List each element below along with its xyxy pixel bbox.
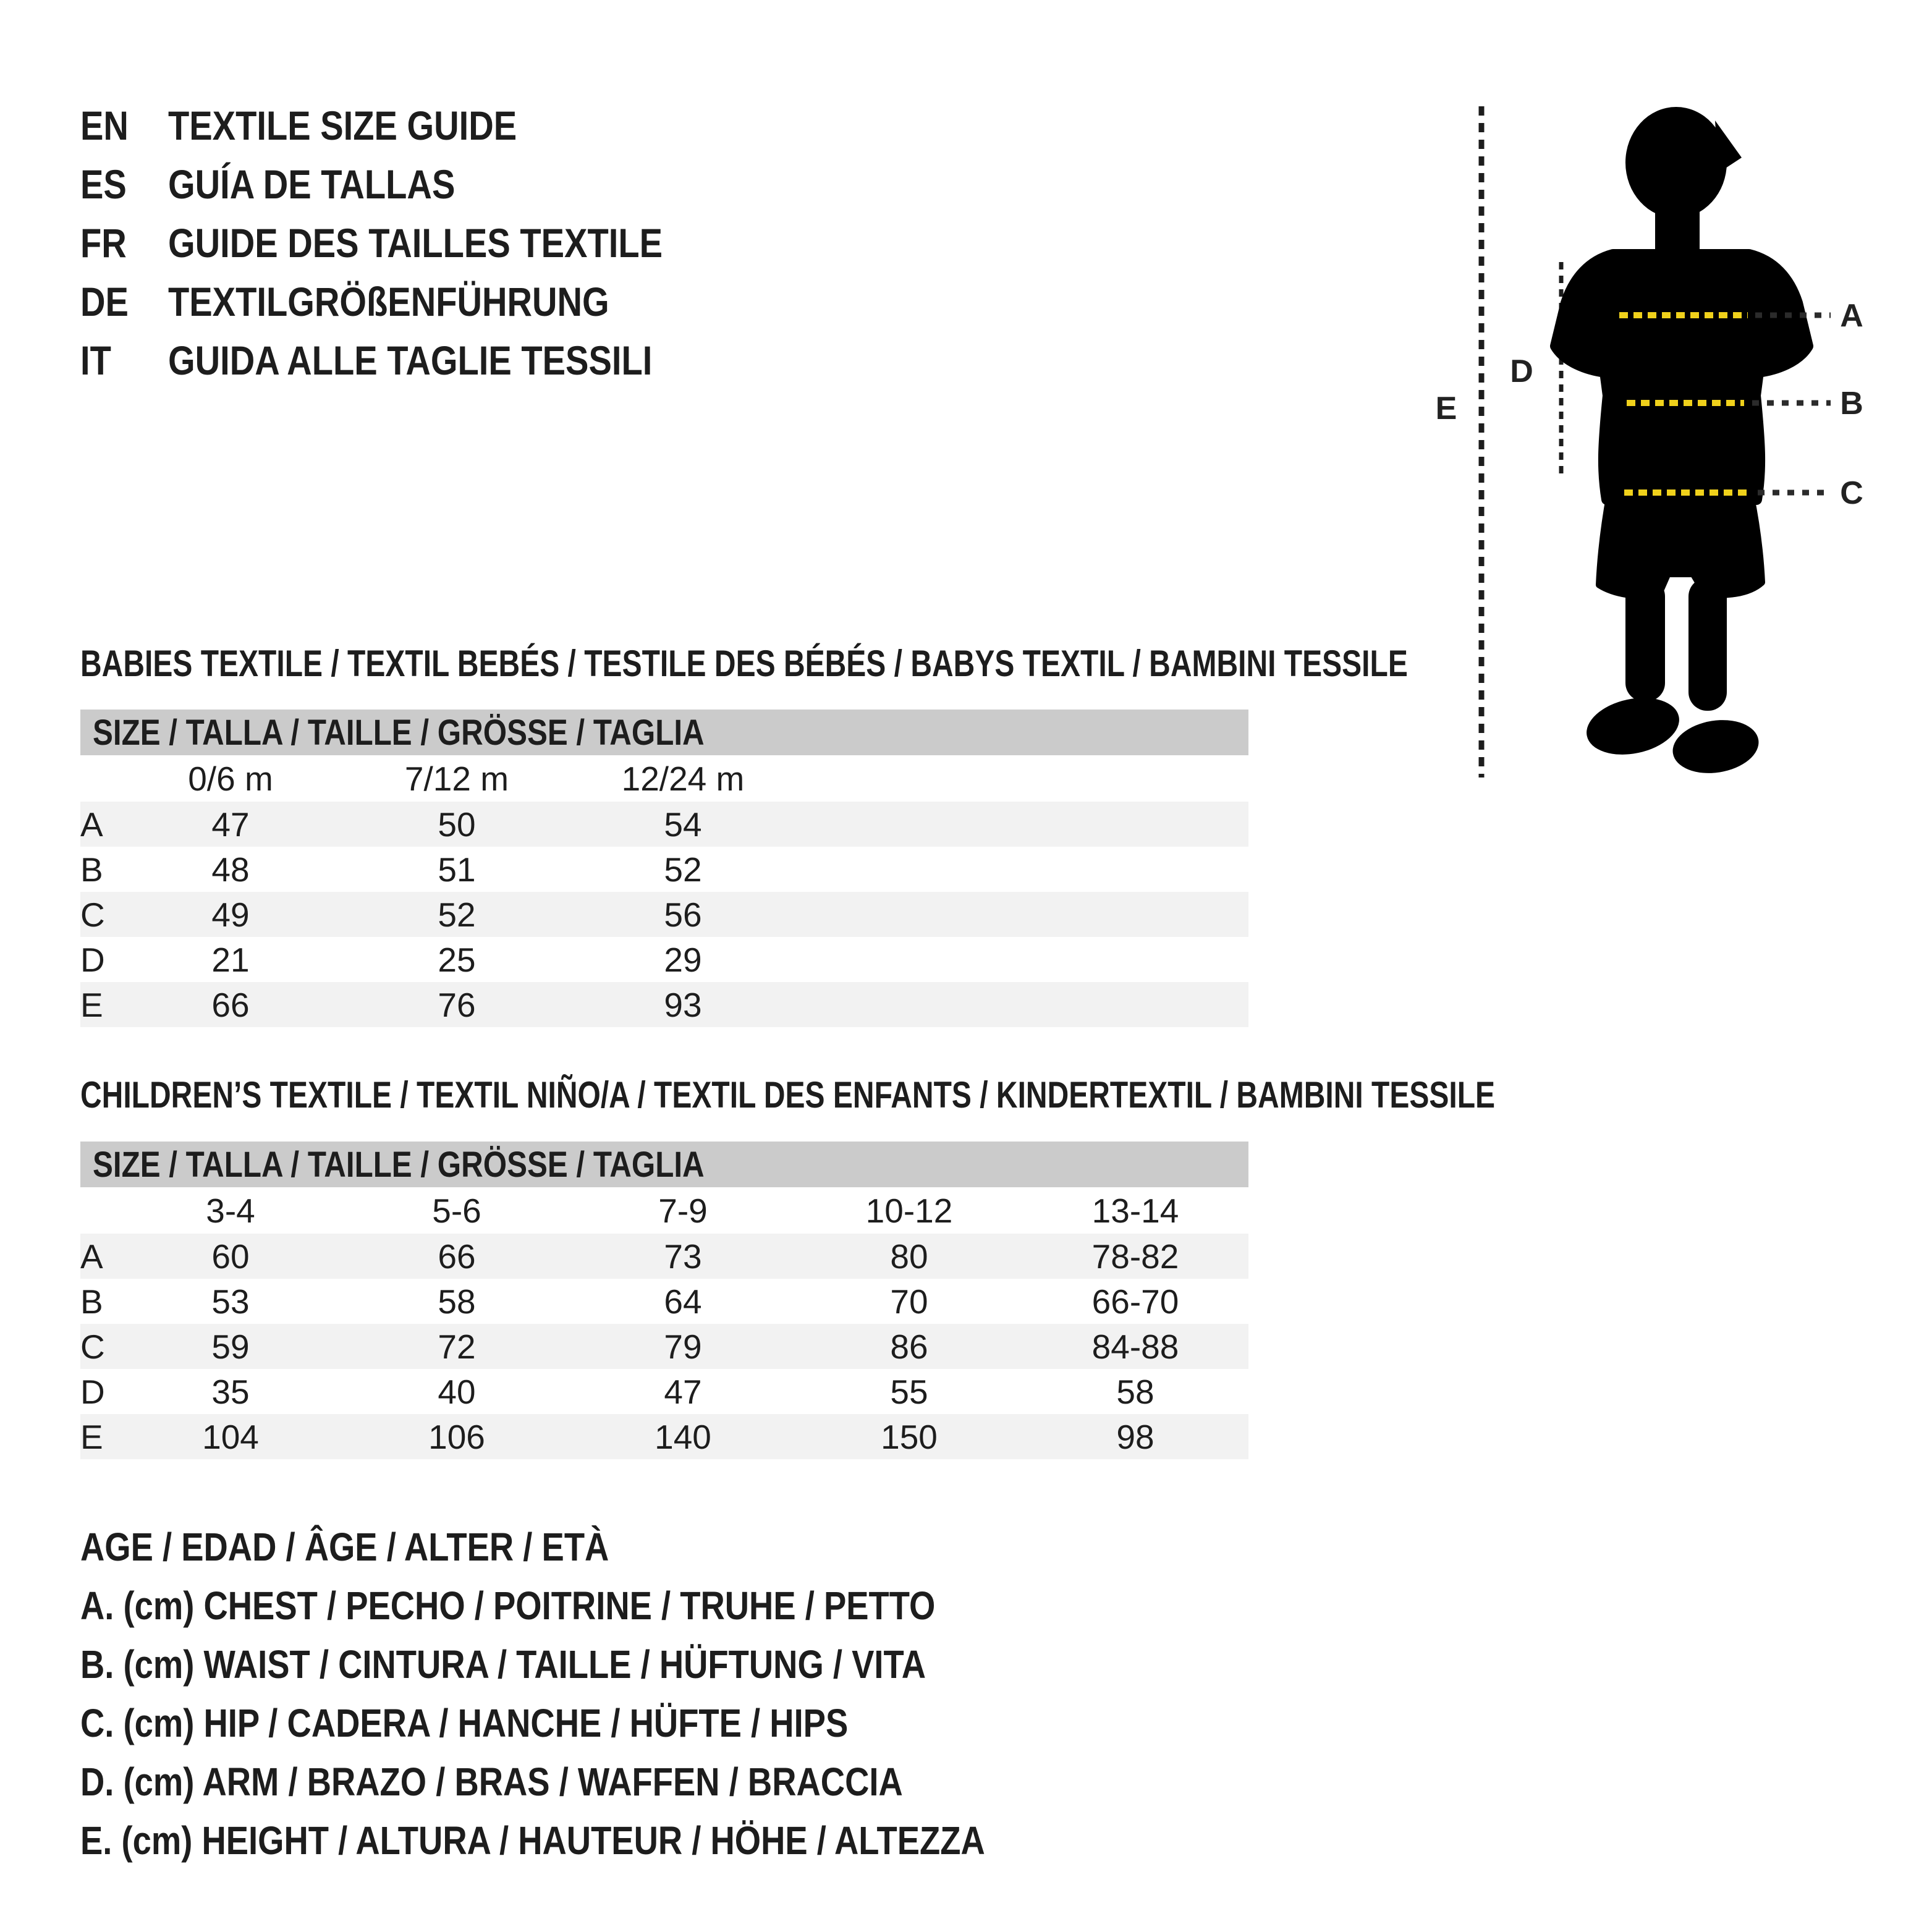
language-code: IT xyxy=(80,337,111,383)
table-cell: 58 xyxy=(438,1282,476,1321)
table-cell: 51 xyxy=(438,850,476,889)
table-row xyxy=(80,1324,1248,1369)
babies-section-title: BABIES TEXTILE / TEXTIL BEBÉS / TESTILE DES BÉBÉS / BABYS TEXTIL / BAMBINI TESSILE xyxy=(80,642,1408,684)
arm-label-d: D xyxy=(1510,354,1533,389)
table-cell: 93 xyxy=(664,985,702,1024)
table-cell: 80 xyxy=(890,1237,928,1276)
table-cell: 49 xyxy=(211,895,250,934)
legend-line-height: E. (cm) HEIGHT / ALTURA / HAUTEUR / HÖHE / ALTEZZA xyxy=(80,1818,985,1863)
row-label: D xyxy=(80,1372,105,1411)
legend-line-waist: B. (cm) WAIST / CINTURA / TAILLE / HÜFTUNG / VITA xyxy=(80,1642,926,1687)
table-cell: 60 xyxy=(211,1237,250,1276)
row-label: E xyxy=(80,1417,103,1456)
table-cell: 76 xyxy=(438,985,476,1024)
table-cell: 52 xyxy=(438,895,476,934)
table-cell: 56 xyxy=(664,895,702,934)
table-cell: 104 xyxy=(202,1417,259,1456)
children-column-header-row xyxy=(80,1187,1248,1234)
table-cell: 47 xyxy=(664,1372,702,1411)
table-row xyxy=(80,937,1248,982)
table-cell: 72 xyxy=(438,1327,476,1366)
language-title-block xyxy=(80,96,750,389)
table-cell: 47 xyxy=(211,805,250,844)
row-label: A xyxy=(80,805,103,844)
silhouette-left-shoe xyxy=(1582,690,1685,763)
silhouette-right-shoe xyxy=(1669,714,1762,779)
row-label: B xyxy=(80,850,103,889)
column-header: 7/12 m xyxy=(404,759,509,798)
table-cell: 50 xyxy=(438,805,476,844)
language-code: EN xyxy=(80,102,129,148)
waist-label-b: B xyxy=(1840,386,1863,422)
column-header: 12/24 m xyxy=(621,759,745,798)
language-row-es xyxy=(80,155,750,213)
table-cell: 106 xyxy=(428,1417,485,1456)
table-cell: 86 xyxy=(890,1327,928,1366)
language-row-de xyxy=(80,272,750,331)
table-cell: 79 xyxy=(664,1327,702,1366)
children-section-title: CHILDREN’S TEXTILE / TEXTIL NIÑO/A / TEXTIL DES ENFANTS / KINDERTEXTIL / BAMBINI TESSILE xyxy=(80,1074,1496,1116)
silhouette-shirt xyxy=(1556,255,1808,499)
legend-line-age: AGE / EDAD / ÂGE / ALTER / ETÀ xyxy=(80,1524,609,1569)
children-size-header-bar: SIZE / TALLA / TAILLE / GRÖSSE / TAGLIA xyxy=(80,1142,1248,1187)
table-cell: 73 xyxy=(664,1237,702,1276)
table-cell: 40 xyxy=(438,1372,476,1411)
measurement-legend xyxy=(80,1517,1145,1870)
silhouette-hair xyxy=(1715,121,1742,173)
legend-line-hip: C. (cm) HIP / CADERA / HANCHE / HÜFTE / HIPS xyxy=(80,1700,849,1745)
table-cell: 35 xyxy=(211,1372,250,1411)
table-row xyxy=(80,1414,1248,1459)
table-row xyxy=(80,1234,1248,1279)
table-cell: 25 xyxy=(438,940,476,979)
chest-label-a: A xyxy=(1840,298,1863,334)
language-title: TEXTILE SIZE GUIDE xyxy=(168,102,517,148)
table-cell: 53 xyxy=(211,1282,250,1321)
table-cell: 84-88 xyxy=(1091,1327,1179,1366)
height-label-e: E xyxy=(1435,391,1457,426)
language-title: GUIDE DES TAILLES TEXTILE xyxy=(168,219,663,266)
silhouette-shorts xyxy=(1599,494,1761,595)
column-header: 7-9 xyxy=(658,1191,708,1230)
column-header: 10-12 xyxy=(865,1191,953,1230)
table-row xyxy=(80,847,1248,892)
children-size-table xyxy=(80,1142,1248,1459)
language-title: GUIDA ALLE TAGLIE TESSILI xyxy=(168,337,653,383)
row-label: C xyxy=(80,1327,105,1366)
table-cell: 58 xyxy=(1116,1372,1155,1411)
column-header: 5-6 xyxy=(432,1191,481,1230)
table-cell: 55 xyxy=(890,1372,928,1411)
table-cell: 140 xyxy=(655,1417,711,1456)
language-title: GUÍA DE TALLAS xyxy=(168,161,455,207)
language-code: FR xyxy=(80,219,127,266)
row-label: A xyxy=(80,1237,103,1276)
table-cell: 48 xyxy=(211,850,250,889)
table-cell: 21 xyxy=(211,940,250,979)
table-row xyxy=(80,982,1248,1027)
legend-line-arm: D. (cm) ARM / BRAZO / BRAS / WAFFEN / BRACCIA xyxy=(80,1759,903,1804)
table-cell: 64 xyxy=(664,1282,702,1321)
hip-label-c: C xyxy=(1840,475,1863,511)
column-header: 13-14 xyxy=(1091,1191,1179,1230)
language-row-it xyxy=(80,331,750,389)
column-header: 3-4 xyxy=(206,1191,255,1230)
table-cell: 29 xyxy=(664,940,702,979)
babies-size-table xyxy=(80,710,1248,1027)
table-cell: 66 xyxy=(211,985,250,1024)
row-label: D xyxy=(80,940,105,979)
table-cell: 98 xyxy=(1116,1417,1155,1456)
row-label: E xyxy=(80,985,103,1024)
row-label: B xyxy=(80,1282,103,1321)
language-title: TEXTILGRÖßENFÜHRUNG xyxy=(168,278,609,324)
legend-line-chest: A. (cm) CHEST / PECHO / POITRINE / TRUHE / PETTO xyxy=(80,1583,936,1628)
table-cell: 70 xyxy=(890,1282,928,1321)
table-row xyxy=(80,802,1248,847)
column-header: 0/6 m xyxy=(188,759,273,798)
table-cell: 150 xyxy=(881,1417,938,1456)
table-cell: 66-70 xyxy=(1091,1282,1179,1321)
language-row-en xyxy=(80,96,750,155)
babies-column-header-row xyxy=(80,755,1248,802)
table-cell: 59 xyxy=(211,1327,250,1366)
table-cell: 54 xyxy=(664,805,702,844)
table-cell: 66 xyxy=(438,1237,476,1276)
language-code: DE xyxy=(80,278,129,324)
row-label: C xyxy=(80,895,105,934)
table-row xyxy=(80,1369,1248,1414)
table-cell: 52 xyxy=(664,850,702,889)
table-cell: 78-82 xyxy=(1091,1237,1179,1276)
table-row xyxy=(80,1279,1248,1324)
language-row-fr xyxy=(80,213,750,272)
language-code: ES xyxy=(80,161,127,207)
table-row xyxy=(80,892,1248,937)
babies-size-header-bar: SIZE / TALLA / TAILLE / GRÖSSE / TAGLIA xyxy=(80,710,1248,755)
